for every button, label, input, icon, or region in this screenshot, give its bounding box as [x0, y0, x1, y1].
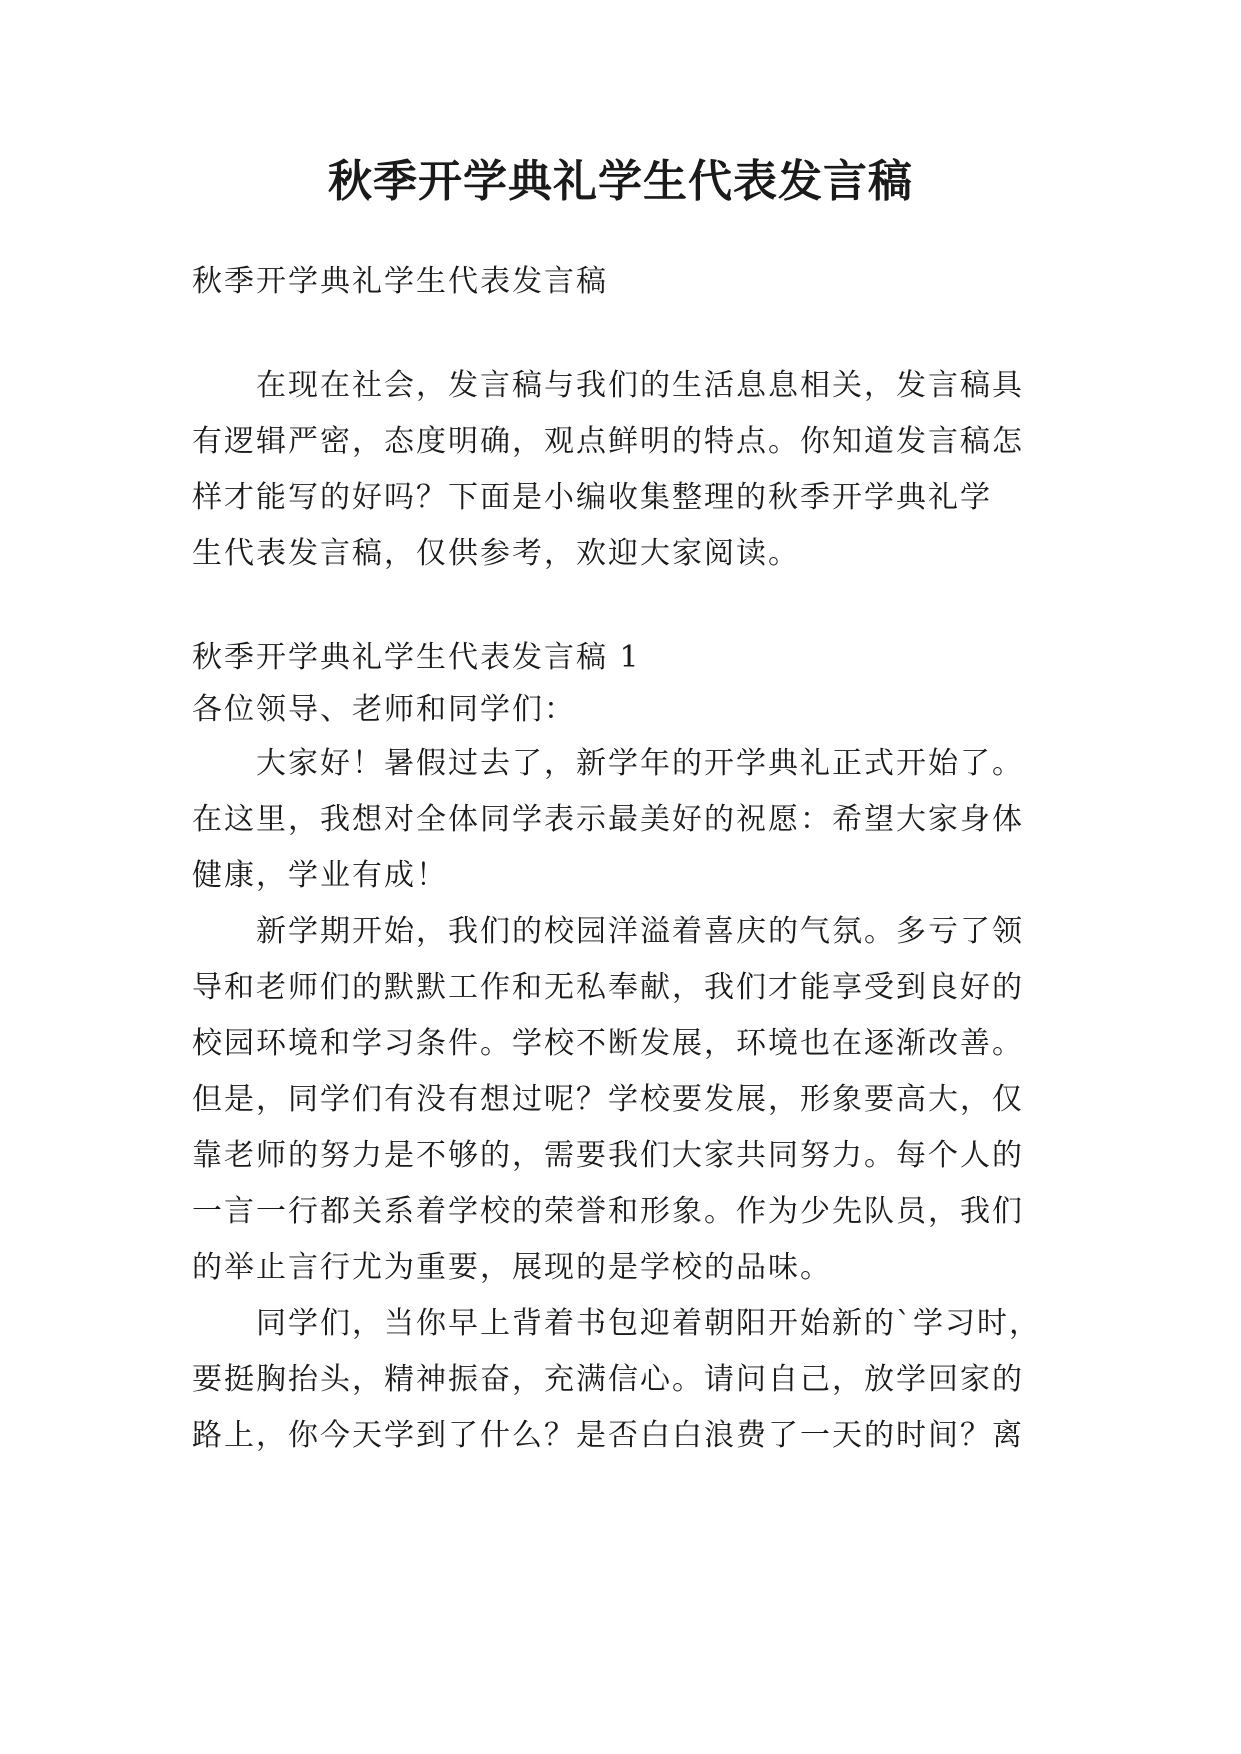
document-subtitle: 秋季开学典礼学生代表发言稿: [192, 264, 608, 299]
paragraph-line: 一言一行都关系着学校的荣誉和形象。作为少先队员，我们: [192, 1194, 1024, 1229]
paragraph-line: 导和老师们的默默工作和无私奉献，我们才能享受到良好的: [192, 970, 1024, 1005]
paragraph-line: 靠老师的努力是不够的，需要我们大家共同努力。每个人的: [192, 1138, 1024, 1173]
paragraph-line: 在这里，我想对全体同学表示最美好的祝愿：希望大家身体: [192, 802, 1024, 837]
intro-line: 生代表发言稿，仅供参考，欢迎大家阅读。: [192, 536, 800, 571]
paragraph-line: 大家好！暑假过去了，新学年的开学典礼正式开始了。: [256, 746, 1024, 781]
paragraph-line: 健康，学业有成！: [192, 858, 448, 893]
paragraph-line: 校园环境和学习条件。学校不断发展，环境也在逐渐改善。: [192, 1026, 1024, 1061]
document-title: 秋季开学典礼学生代表发言稿: [328, 156, 913, 207]
paragraph-line: 路上，你今天学到了什么？是否白白浪费了一天的时间？离: [192, 1418, 1024, 1453]
intro-line: 样才能写的好吗？下面是小编收集整理的秋季开学典礼学: [192, 480, 992, 515]
paragraph-line: 同学们，当你早上背着书包迎着朝阳开始新的`学习时，: [256, 1306, 1041, 1341]
salutation: 各位领导、老师和同学们：: [192, 692, 576, 727]
paragraph-line: 但是，同学们有没有想过呢？学校要发展，形象要高大，仅: [192, 1082, 1024, 1117]
section-heading: 秋季开学典礼学生代表发言稿 1: [192, 640, 641, 675]
paragraph-line: 的举止言行尤为重要，展现的是学校的品味。: [192, 1250, 832, 1285]
intro-line: 在现在社会，发言稿与我们的生活息息相关，发言稿具: [256, 368, 1024, 403]
paragraph-line: 要挺胸抬头，精神振奋，充满信心。请问自己，放学回家的: [192, 1362, 1024, 1397]
paragraph-line: 新学期开始，我们的校园洋溢着喜庆的气氛。多亏了领: [256, 914, 1024, 949]
intro-line: 有逻辑严密，态度明确，观点鲜明的特点。你知道发言稿怎: [192, 424, 1024, 459]
